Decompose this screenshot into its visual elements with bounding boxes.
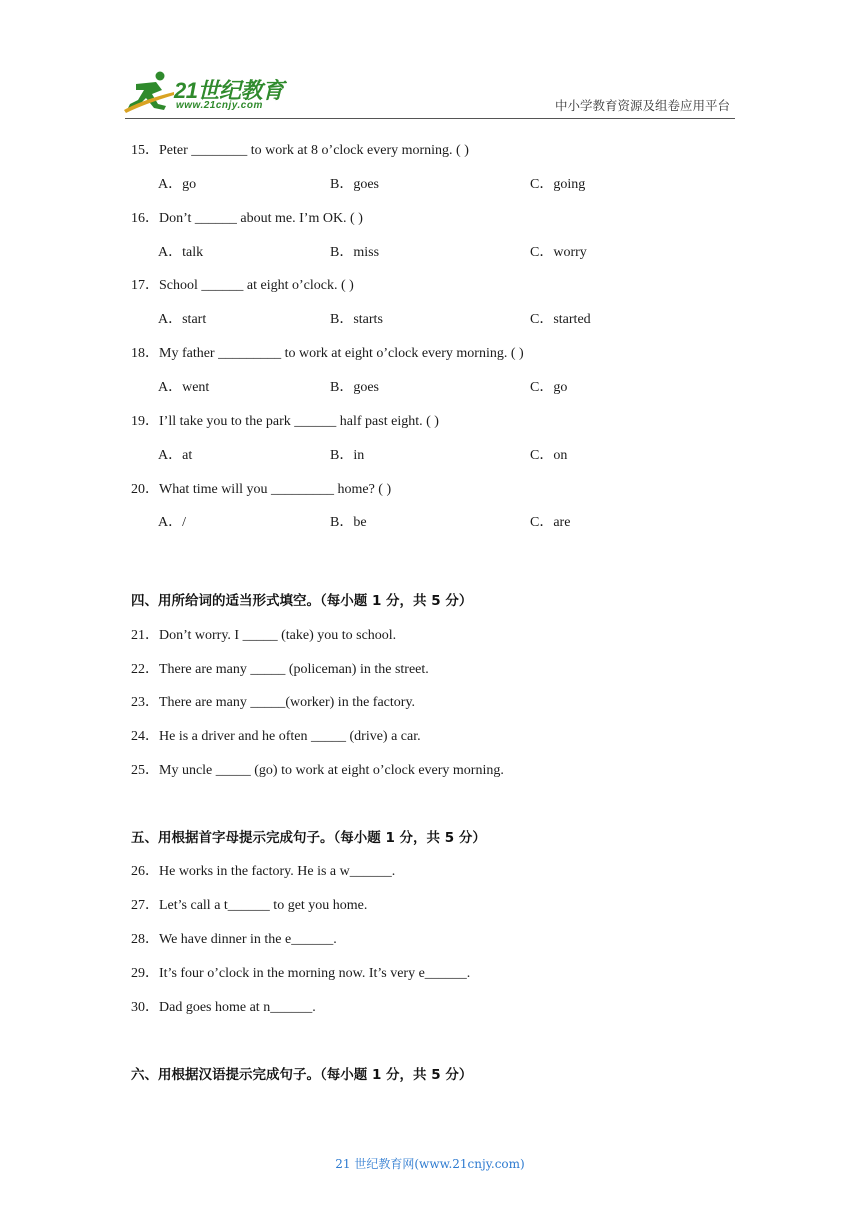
option-c: C．started <box>530 312 591 327</box>
question-22: 22．There are many _____ (policeman) in the street. <box>131 662 429 677</box>
option-c: C．on <box>530 448 568 463</box>
option-b: B．in <box>330 448 365 463</box>
question-28: 28．We have dinner in the e______. <box>131 932 337 947</box>
question-23: 23．There are many _____(worker) in the factory. <box>131 695 416 710</box>
question-21: 21．Don’t worry. I _____ (take) you to school. <box>131 628 397 643</box>
question-25: 25．My uncle _____ (go) to work at eight o’clock every morning. <box>131 763 504 778</box>
question-30: 30．Dad goes home at n______. <box>131 1000 316 1015</box>
option-a: A．talk <box>158 245 204 260</box>
runner-logo-icon <box>122 70 178 116</box>
option-a: A．go <box>158 177 197 192</box>
option-c: C．are <box>530 515 571 530</box>
question-17: 17．School ______ at eight o’clock. ( ) <box>131 278 354 293</box>
option-b: B．starts <box>330 312 383 327</box>
section-4-title: 四、用所给词的适当形式填空。（每小题 1 分，共 5 分） <box>131 593 473 609</box>
question-20: 20．What time will you _________ home? ( ) <box>131 482 392 497</box>
option-b: B．miss <box>330 245 380 260</box>
section-6-title: 六、用根据汉语提示完成句子。（每小题 1 分，共 5 分） <box>131 1067 473 1083</box>
question-27: 27．Let’s call a t______ to get you home. <box>131 898 368 913</box>
section-5-title: 五、用根据首字母提示完成句子。（每小题 1 分，共 5 分） <box>131 830 486 846</box>
option-b: B．goes <box>330 177 379 192</box>
question-26: 26．He works in the factory. He is a w______. <box>131 864 396 879</box>
option-b: B．be <box>330 515 367 530</box>
option-b: B．goes <box>330 380 379 395</box>
footer-link[interactable]: 21 世纪教育网(www.21cnjy.com) <box>335 1157 525 1171</box>
option-a: A．went <box>158 380 210 395</box>
logo-text: 21世纪教育 <box>174 78 284 103</box>
option-a: A．start <box>158 312 207 327</box>
site-label: 中小学教育资源及组卷应用平台 <box>554 98 730 113</box>
question-24: 24．He is a driver and he often _____ (drive) a car. <box>131 729 421 744</box>
option-c: C．go <box>530 380 568 395</box>
option-a: A．/ <box>158 515 186 530</box>
header-divider <box>125 118 735 119</box>
question-18: 18．My father _________ to work at eight o’clock every morning. ( ) <box>131 346 524 361</box>
site-logo <box>122 70 292 116</box>
question-15: 15．Peter ________ to work at 8 o’clock every morning. ( ) <box>131 143 469 158</box>
question-16: 16．Don’t ______ about me. I’m OK. ( ) <box>131 211 363 226</box>
question-29: 29．It’s four o’clock in the morning now. It’s very e______. <box>131 966 471 981</box>
question-19: 19．I’ll take you to the park ______ half past eight. ( ) <box>131 414 439 429</box>
logo-url: www.21cnjy.com <box>176 100 263 111</box>
option-c: C．going <box>530 177 586 192</box>
option-a: A．at <box>158 448 193 463</box>
option-c: C．worry <box>530 245 587 260</box>
